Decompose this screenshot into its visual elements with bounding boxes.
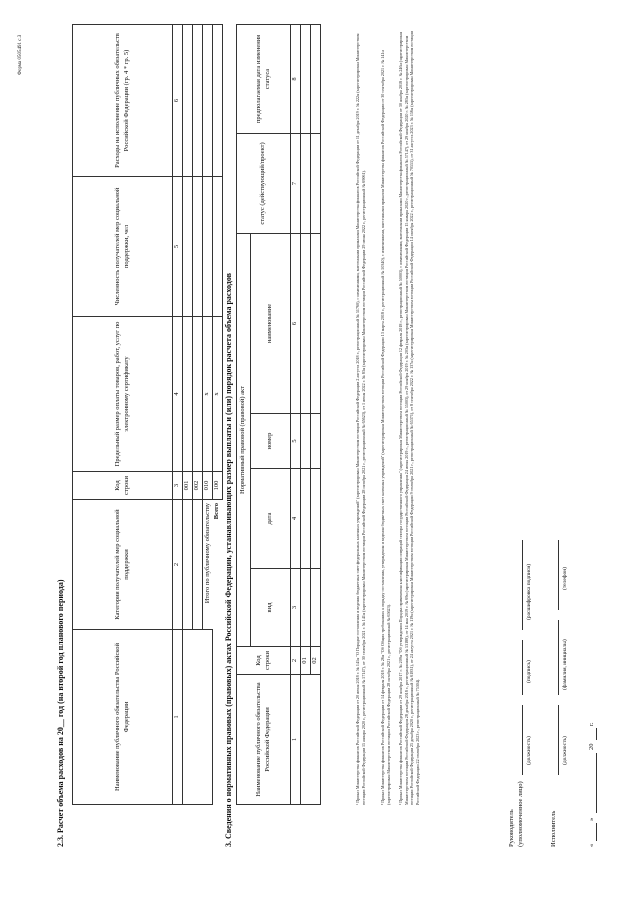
- table-row: [183, 25, 193, 805]
- limit-cell[interactable]: [193, 317, 203, 472]
- col-header-limit: Предельный размер оплаты товаров, работ, услуг по электронному сертификату: [73, 317, 173, 472]
- limit-cell: x: [203, 317, 213, 472]
- col-number: 8: [291, 24, 301, 133]
- col-header-code: Код строки: [237, 647, 291, 675]
- limit-cell[interactable]: [183, 317, 193, 472]
- executor-position-line[interactable]: [558, 705, 559, 775]
- act-date-cell[interactable]: [311, 469, 321, 569]
- head-position-caption: (должность): [526, 736, 532, 765]
- count-cell[interactable]: [203, 177, 213, 317]
- total-obligation-label: Итого по публичному обязательству: [203, 500, 213, 630]
- count-cell[interactable]: [183, 177, 193, 317]
- footnote-2: ² Приказ Министерства финансов Российской Федерации от 14 февраля 2018 г. № 26н "Об Общих требованиях к порядку составления, утверждения и ведения бюджетных смет казенных учреждений" (зарегистрирован Министерством юстиции Российской Федерации 13 марта 2018 г., регистрационный № 50340), с изменениями, внесенными приказом Министерства финансов Российской Федерации от 30 сентября 2021 г. № 141н (зарегистрирован Министерством юстиции Российской Федерации 28 октября 2021 г., регистрационный № 65623).: [380, 50, 391, 805]
- col-header-date: дата: [251, 469, 291, 569]
- act-number-cell[interactable]: [311, 414, 321, 469]
- obligation-cell[interactable]: [183, 630, 213, 805]
- col-header-count: Численность получателей мер социальной поддержки, чел: [73, 177, 173, 317]
- col-number: 2: [173, 500, 183, 630]
- expense-cell[interactable]: [213, 25, 223, 177]
- executor-phone-line[interactable]: [558, 540, 559, 610]
- row-code: 002: [193, 472, 203, 500]
- col-header-status-date: предполагаемая дата изменения статуса: [237, 24, 291, 133]
- section-2-3-title: 2.3. Расчет объема расходов на 20__ год (на второй год планового периода): [56, 579, 65, 847]
- row-code: 001: [183, 472, 193, 500]
- count-cell[interactable]: [193, 177, 203, 317]
- total-all-label: Всего: [213, 503, 221, 520]
- act-status-cell[interactable]: [311, 133, 321, 233]
- category-cell[interactable]: [183, 500, 193, 630]
- executor-label: Исполнитель: [550, 810, 557, 847]
- executor-phone-caption: (телефон): [562, 566, 568, 590]
- col-header-category: Категория получателей мер социальной поддержки: [73, 500, 173, 630]
- col-number: 2: [291, 647, 301, 675]
- col-number: 7: [291, 133, 301, 233]
- col-number: 3: [291, 569, 301, 647]
- col-header-title: наименование: [251, 233, 291, 413]
- act-status-date-cell[interactable]: [311, 24, 321, 133]
- act-type-cell[interactable]: [311, 569, 321, 647]
- col-number: 6: [173, 25, 183, 177]
- count-cell[interactable]: [213, 177, 223, 317]
- head-signature-line[interactable]: [522, 640, 523, 695]
- row-code: 02: [311, 647, 321, 675]
- col-number: 3: [173, 472, 183, 500]
- col-header-type: вид: [251, 569, 291, 647]
- executor-name-line[interactable]: [558, 620, 559, 695]
- col-header-expenses: Расходы на исполнение публичных обязательств Российской Федерации (гр. 4 * гр. 5): [73, 25, 173, 177]
- col-numbers-row: [291, 24, 301, 804]
- col-header-number: номер: [251, 414, 291, 469]
- col-header-code: Код строки: [73, 472, 173, 500]
- date-close-quote: »: [588, 817, 595, 821]
- expense-cell[interactable]: [193, 25, 203, 177]
- obligation-cell[interactable]: [301, 675, 321, 805]
- footnote-3: ³ Приказ Министерства финансов Российской Федерации от 29 ноября 2017 г. № 209н "Об утверждении Порядка применения классификации операций сектора государственного управления" (зарегистрирован Министерством юстиции Российской Федерации 12 февраля 2018 г., регистрационный № 50003), с изменениями, внесенными приказами Министерства финансов Российской Федерации от 30 ноября 2018 г. № 246н (зарегистрирован Министерством юстиции Российской Федерации 28 декабря 2018 г., регистрационный № 53188), от 14 мая 2019 г. № 69н (зарегистрирован Министерством юстиции Российской Федерации 24 июня 2019 г., регистрационный № 55003), от 29 ноября 2019 г. № 203н (зарегистрирован Министерством юстиции Российской Федерации 15 января 2020 г., регистрационный № 57147), от 29 ноября 2020 г. № 283н (зарегистрирован Министерством юстиции Российской Федерации 25 декабря 2020 г., регистрационный № 61831), от 24 августа 2021 г. № 119н (зарегистрирован Министерством юстиции Российской Федерации 9 сентября 2021 г., регистрационный № 65371), от 8 сентября 2022 г. № 137н (зарегистрирован Министерством юстиции Российской Федерации 14 октября 2022 г., регистрационный № 70555), от 31 августа 2023 г. № 156н (зарегистрирован Министерством юстиции Российской Федерации 22 сентября 2023 г., регистрационный № 75304).: [398, 31, 420, 805]
- form-code: Форма 0505491 с.3: [18, 34, 23, 75]
- col-numbers-row: [173, 25, 183, 805]
- normative-acts-table: [236, 24, 321, 805]
- total-all-row: [213, 25, 223, 805]
- col-number: 4: [291, 469, 301, 569]
- col-number: 5: [173, 177, 183, 317]
- head-position-line[interactable]: [522, 705, 523, 775]
- head-label: Руководитель: [508, 809, 515, 847]
- row-code: 100: [213, 472, 223, 500]
- col-header-act-group: Нормативный правовой (правовой) акт: [237, 233, 251, 646]
- col-header-obligation: Наименование публичного обязательства Российской Федерации: [237, 675, 291, 805]
- act-title-cell[interactable]: [301, 233, 311, 413]
- col-number: 5: [291, 414, 301, 469]
- expense-cell[interactable]: [203, 25, 213, 177]
- col-number: 6: [291, 233, 301, 413]
- head-decode-line[interactable]: [522, 540, 523, 630]
- col-number: 1: [173, 630, 183, 805]
- executor-name-caption: (фамилия, инициалы): [562, 639, 568, 690]
- section-3-title: 3. Сведения о нормативных правовых (правовых) актах Российской Федерации, устанавливающих размер выплаты и (или) порядок расчета объема расходов: [224, 273, 233, 847]
- table-header-row: [237, 24, 251, 804]
- col-number: 1: [291, 675, 301, 805]
- date-month-line[interactable]: [596, 753, 597, 813]
- head-label-sub: (уполномоченное лицо): [517, 781, 524, 847]
- head-signature-caption: (подпись): [526, 660, 532, 683]
- act-title-cell[interactable]: [311, 233, 321, 413]
- row-code: 010: [203, 472, 213, 500]
- row-code: 01: [301, 647, 311, 675]
- limit-cell: x: [213, 317, 223, 472]
- head-decode-caption: (расшифровка подписи): [526, 563, 532, 620]
- table-row: [301, 24, 311, 804]
- col-header-obligation: Наименование публичного обязательства Российской Федерации: [73, 630, 173, 805]
- act-number-cell[interactable]: [301, 414, 311, 469]
- expense-calculation-table: [72, 24, 223, 805]
- col-number: 4: [173, 317, 183, 472]
- act-status-date-cell[interactable]: [301, 24, 311, 133]
- date-year-prefix: 20: [588, 743, 595, 750]
- date-open-quote: «: [588, 843, 595, 847]
- act-type-cell[interactable]: [301, 569, 311, 647]
- date-year-line[interactable]: [596, 728, 597, 740]
- act-status-cell[interactable]: [301, 133, 311, 233]
- footnote-1: ¹ Приказ Министерства финансов Российской Федерации от 20 июня 2018 г. № 141н "О Порядке составления и ведения бюджетных смет федеральных казенных учреждений" (зарегистрирован Министерством юстиции Российской Федерации 2 августа 2018 г., регистрационный № 51760), с изменениями, внесенными приказами Министерства финансов Российской Федерации от 11 декабря 2019 г. № 222н (зарегистрирован Министерством юстиции Российской Федерации 15 января 2020 г., регистрационный № 57147), от 30 сентября 2021 г. № 141н (зарегистрирован Министерством юстиции Российской Федерации 28 октября 2021 г., регистрационный № 65623), от 1 июня 2022 г. № 83н (зарегистрирован Министерством юстиции Российской Федерации 29 июня 2022 г., регистрационный № 69061).: [355, 33, 366, 805]
- table-header-row: [73, 25, 173, 805]
- executor-position-caption: (должность): [562, 736, 568, 765]
- col-header-status: статус (действующий/проект): [237, 133, 291, 233]
- expense-cell[interactable]: [183, 25, 193, 177]
- date-day-line[interactable]: [596, 823, 597, 841]
- category-cell[interactable]: [193, 500, 203, 630]
- act-date-cell[interactable]: [301, 469, 311, 569]
- date-year-suffix: г.: [588, 722, 595, 726]
